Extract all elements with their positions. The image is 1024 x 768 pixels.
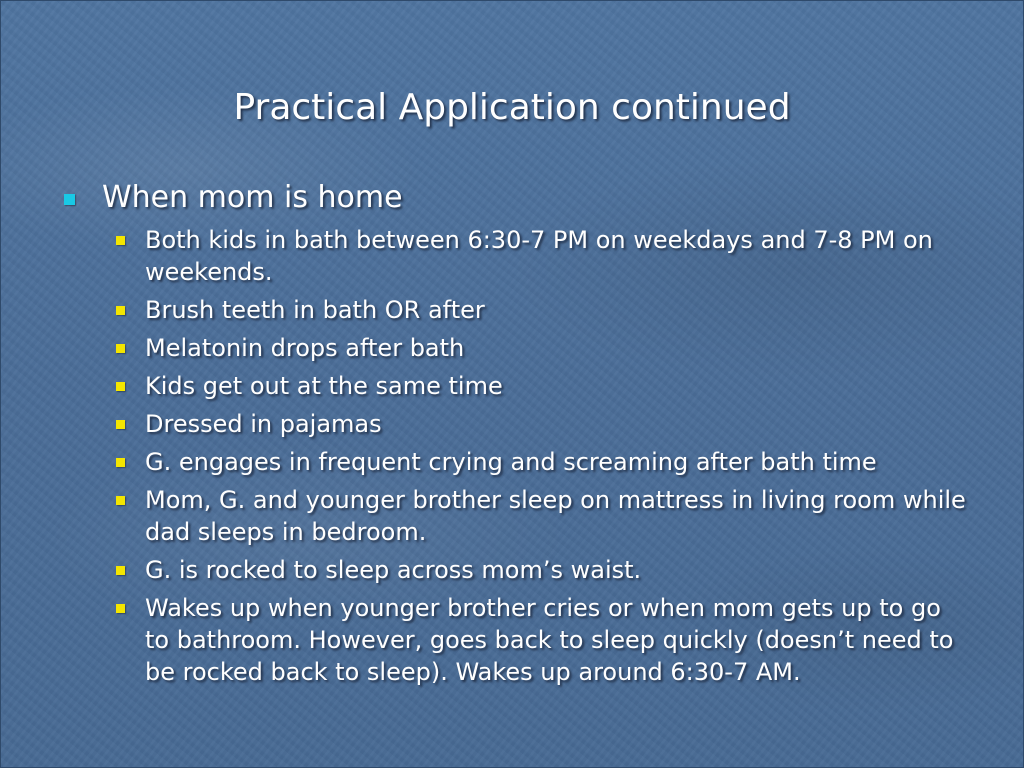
sub-bullet-list <box>60 224 970 688</box>
sub-bullet-item <box>60 224 970 288</box>
bullet-text: When mom is home <box>102 180 403 215</box>
sub-bullet-text: G. engages in frequent crying and screaming after bath time <box>145 448 877 476</box>
sub-bullet-text: G. is rocked to sleep across mom’s waist. <box>145 556 642 584</box>
sub-bullet-text: Mom, G. and younger brother sleep on mattress in living room while dad sleeps in bedroom. <box>145 486 966 546</box>
sub-bullet-item <box>60 592 970 688</box>
square-bullet-icon <box>116 496 125 505</box>
square-bullet-icon <box>116 566 125 575</box>
sub-bullet-item <box>60 408 970 440</box>
square-bullet-icon <box>116 420 125 429</box>
slide-title: Practical Application continued <box>233 87 791 128</box>
bullet-when-mom-is-home <box>60 178 970 218</box>
sub-bullet-text: Both kids in bath between 6:30-7 PM on weekdays and 7-8 PM on weekends. <box>145 226 933 286</box>
sub-bullet-text: Kids get out at the same time <box>145 372 503 400</box>
sub-bullet-item <box>60 554 970 586</box>
sub-bullet-item <box>60 484 970 548</box>
square-bullet-icon <box>116 306 125 315</box>
sub-bullet-text: Melatonin drops after bath <box>145 334 465 362</box>
square-bullet-icon <box>116 344 125 353</box>
square-bullet-icon <box>116 236 125 245</box>
square-bullet-icon <box>64 194 75 205</box>
sub-bullet-text: Brush teeth in bath OR after <box>145 296 485 324</box>
sub-bullet-item <box>60 294 970 326</box>
square-bullet-icon <box>116 458 125 467</box>
square-bullet-icon <box>116 382 125 391</box>
slide-content <box>60 178 970 694</box>
sub-bullet-text: Dressed in pajamas <box>145 410 382 438</box>
sub-bullet-item <box>60 332 970 364</box>
sub-bullet-text: Wakes up when younger brother cries or when mom gets up to go to bathroom. However, goes back to sleep quickly (doesn’t need to be rocked back to sleep). Wakes up around 6:30-7 AM. <box>145 594 954 686</box>
sub-bullet-item <box>60 370 970 402</box>
sub-bullet-item <box>60 446 970 478</box>
square-bullet-icon <box>116 604 125 613</box>
